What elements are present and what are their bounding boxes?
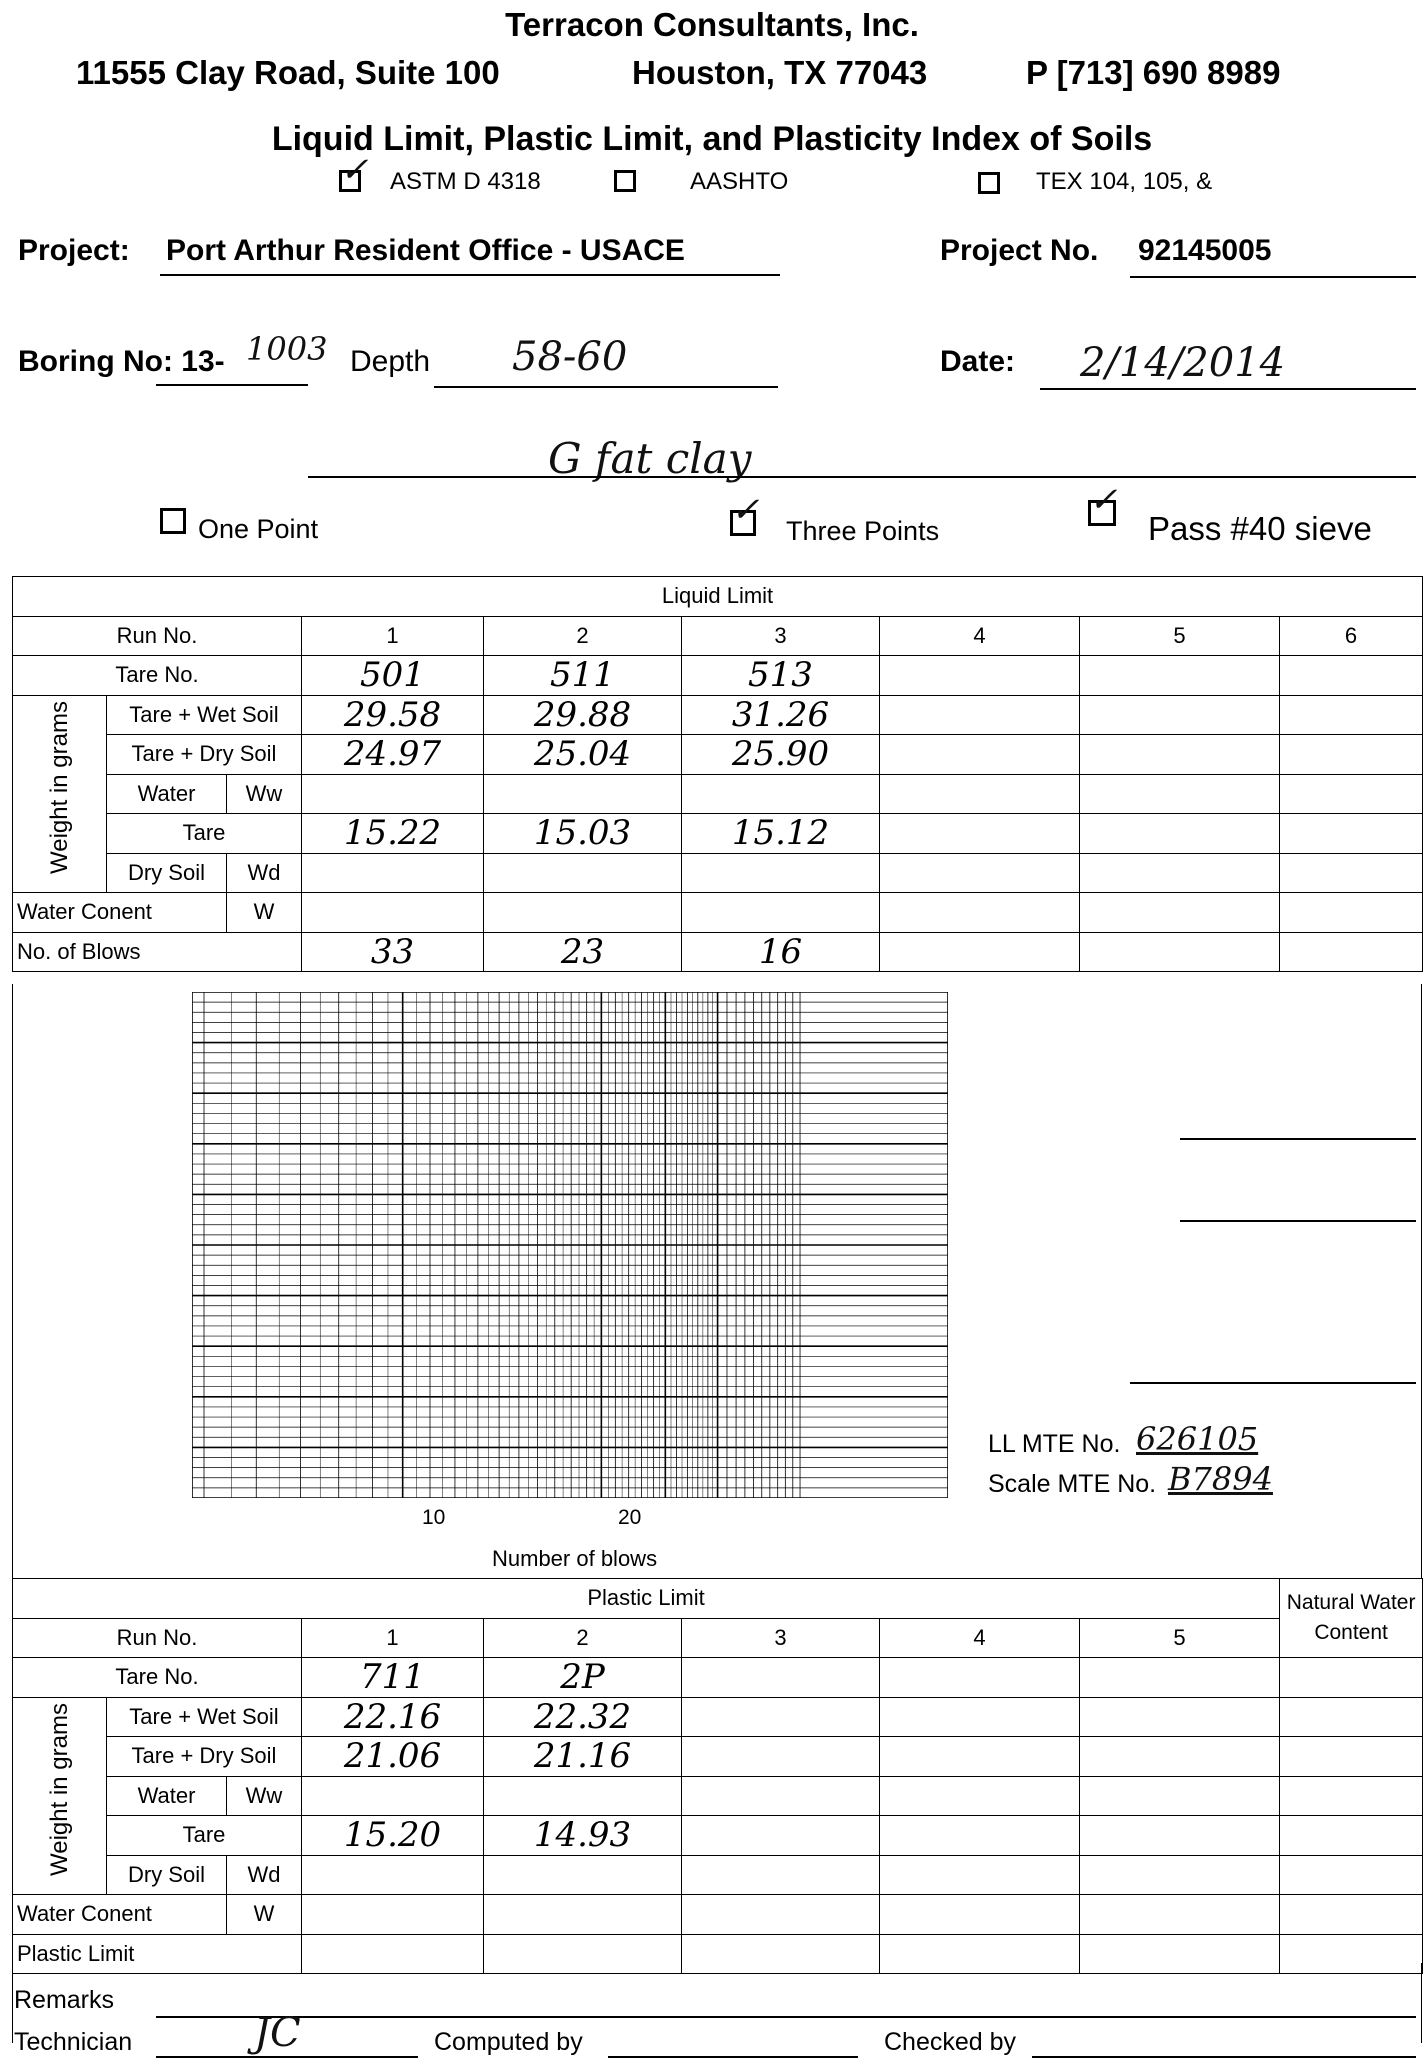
ll-tare-cell[interactable]: 15.22 [302, 814, 484, 854]
ll-wet-cell[interactable]: 29.88 [484, 695, 682, 735]
ll-blows-cell[interactable]: 23 [484, 932, 682, 972]
ll-run-3: 3 [682, 616, 880, 656]
pl-wet-cell[interactable] [880, 1697, 1080, 1737]
pl-natural-cell[interactable] [1280, 1658, 1423, 1698]
description-line [308, 476, 1416, 478]
ll-wet-cell[interactable]: 29.58 [302, 695, 484, 735]
pl-drysoil-cell[interactable] [484, 1855, 682, 1895]
pl-tare-cell[interactable]: 14.93 [484, 1816, 682, 1856]
ll-blows-label: No. of Blows [13, 932, 302, 972]
remarks-line [156, 2016, 1416, 2018]
pl-wc-cell[interactable] [682, 1895, 880, 1935]
ll-water-cell[interactable] [1280, 774, 1423, 814]
ll-dry-cell[interactable]: 25.04 [484, 735, 682, 775]
ll-drysoil-cell[interactable] [1280, 853, 1423, 893]
pl-wet-cell[interactable]: 22.32 [484, 1697, 682, 1737]
ll-run-label: Run No. [13, 616, 302, 656]
pl-natural-cell[interactable] [1280, 1816, 1423, 1856]
footer-box [12, 1963, 1422, 2043]
date-line [1040, 388, 1416, 390]
liquid-limit-table [12, 576, 1423, 972]
pl-tare-cell[interactable] [682, 1816, 880, 1856]
ll-tare-no-cell[interactable]: 501 [302, 656, 484, 696]
technician-value: JC [254, 2010, 301, 2056]
pl-drysoil-cell[interactable] [302, 1855, 484, 1895]
ll-drysoil-label: Dry Soil [107, 853, 227, 893]
ll-run-4: 4 [880, 616, 1080, 656]
pl-natural-label: Natural Water Content [1280, 1579, 1423, 1658]
ll-drysoil-cell[interactable] [880, 853, 1080, 893]
ll-wc-cell[interactable] [1280, 893, 1423, 933]
ll-dry-cell[interactable] [1280, 735, 1423, 775]
ll-tare-cell[interactable] [880, 814, 1080, 854]
ll-wet-cell[interactable]: 31.26 [682, 695, 880, 735]
pl-tare-no-cell[interactable] [880, 1658, 1080, 1698]
pl-water-cell[interactable] [880, 1776, 1080, 1816]
one-point-checkbox[interactable] [160, 508, 186, 534]
ll-run-2: 2 [484, 616, 682, 656]
pl-natural-cell[interactable] [1280, 1855, 1423, 1895]
ll-blows-cell[interactable] [1280, 932, 1423, 972]
ll-drysoil-cell[interactable] [1080, 853, 1280, 893]
form-title: Liquid Limit, Plastic Limit, and Plasticity Index of Soils [271, 120, 1153, 158]
pass40-checkbox[interactable] [1088, 480, 1118, 526]
scale-mte-label: Scale MTE No. [988, 1470, 1157, 1498]
ll-wc-cell[interactable] [682, 893, 880, 933]
one-point-label: One Point [198, 514, 319, 544]
depth-line [434, 386, 778, 388]
pl-title: Plastic Limit [13, 1579, 1280, 1619]
pl-natural-cell[interactable] [1280, 1895, 1423, 1935]
ll-run-6: 6 [1280, 616, 1423, 656]
project-name: Port Arthur Resident Office - USACE [166, 234, 685, 267]
pl-wc-label: Water Conent [13, 1895, 227, 1935]
flow-curve-grid [192, 992, 948, 1498]
company-phone: P [713] 690 8989 [1026, 54, 1281, 91]
pl-run-5: 5 [1080, 1618, 1280, 1658]
ll-dry-cell[interactable] [880, 735, 1080, 775]
check-mark-icon: ✓ [340, 150, 369, 190]
pl-tare-cell[interactable] [1080, 1816, 1280, 1856]
ll-tare-cell[interactable] [1280, 814, 1423, 854]
pl-natural-cell[interactable] [1280, 1737, 1423, 1777]
tick-10: 10 [422, 1506, 446, 1529]
ll-water-cell[interactable] [1080, 774, 1280, 814]
ll-water-cell[interactable] [302, 774, 484, 814]
ll-tare-cell[interactable] [1080, 814, 1280, 854]
pl-run-label: Run No. [13, 1618, 302, 1658]
remarks-label: Remarks [14, 1986, 115, 2014]
tick-20: 20 [618, 1506, 642, 1529]
pl-wc-cell[interactable] [880, 1895, 1080, 1935]
pl-drysoil-cell[interactable] [682, 1855, 880, 1895]
pl-water-label: Water [107, 1776, 227, 1816]
ll-wet-cell[interactable] [1280, 695, 1423, 735]
pl-drysoil-label: Dry Soil [107, 1855, 227, 1895]
pl-run-2: 2 [484, 1618, 682, 1658]
project-no: 92145005 [1138, 234, 1272, 267]
company-city: Houston, TX 77043 [632, 54, 928, 91]
ll-wc-sym: W [227, 893, 302, 933]
ll-wc-cell[interactable] [1080, 893, 1280, 933]
pl-wc-cell[interactable] [484, 1895, 682, 1935]
pl-dry-cell[interactable]: 21.06 [302, 1737, 484, 1777]
tex-checkbox[interactable] [978, 172, 1000, 194]
ll-tare-no-cell[interactable]: 513 [682, 656, 880, 696]
company-address: 11555 Clay Road, Suite 100 [76, 54, 500, 91]
pl-tare-no-cell[interactable]: 711 [302, 1658, 484, 1698]
astm-label: ASTM D 4318 [390, 168, 541, 195]
ll-water-cell[interactable] [682, 774, 880, 814]
depth-label: Depth [350, 345, 431, 378]
ll-run-5: 5 [1080, 616, 1280, 656]
technician-line [156, 2056, 418, 2058]
graph-xlabel: Number of blows [492, 1546, 658, 1571]
astm-checkbox[interactable] [339, 150, 369, 192]
result-line-2 [1180, 1220, 1416, 1222]
ll-water-cell[interactable] [880, 774, 1080, 814]
scale-mte-value: B7894 [1168, 1460, 1273, 1498]
project-no-line [1130, 276, 1416, 278]
pl-tare-no-cell[interactable] [682, 1658, 880, 1698]
pl-tare-no-cell[interactable] [1080, 1658, 1280, 1698]
pl-wet-cell[interactable] [682, 1697, 880, 1737]
ll-wc-cell[interactable] [302, 893, 484, 933]
boring-label: Boring No: 13- [18, 345, 225, 378]
pl-dry-cell[interactable] [880, 1737, 1080, 1777]
depth-value: 58-60 [512, 334, 628, 380]
pl-drysoil-sym: Wd [227, 1855, 302, 1895]
ll-dry-label: Tare + Dry Soil [107, 735, 302, 775]
pl-dry-cell[interactable] [1080, 1737, 1280, 1777]
technician-label: Technician [14, 2028, 133, 2056]
date-label: Date: [940, 345, 1016, 378]
ll-tare-no-cell[interactable] [1080, 656, 1280, 696]
aashto-checkbox[interactable] [614, 170, 636, 192]
ll-blows-cell[interactable]: 33 [302, 932, 484, 972]
ll-dry-cell[interactable]: 25.90 [682, 735, 880, 775]
checked-line [1032, 2056, 1416, 2058]
ll-mte-label: LL MTE No. [988, 1430, 1121, 1458]
pl-water-cell[interactable] [682, 1776, 880, 1816]
soil-description: G fat clay [548, 434, 752, 483]
pl-tare-cell[interactable] [880, 1816, 1080, 1856]
computed-label: Computed by [434, 2028, 583, 2056]
ll-blows-cell[interactable]: 16 [682, 932, 880, 972]
pl-drysoil-cell[interactable] [1080, 1855, 1280, 1895]
pl-water-cell[interactable] [1080, 1776, 1280, 1816]
ll-wet-label: Tare + Wet Soil [107, 695, 302, 735]
pl-run-1: 1 [302, 1618, 484, 1658]
result-line-3 [1130, 1382, 1416, 1384]
ll-wc-cell[interactable] [484, 893, 682, 933]
ll-water-sym: Ww [227, 774, 302, 814]
pl-tare-label: Tare [107, 1816, 302, 1856]
pl-run-3: 3 [682, 1618, 880, 1658]
ll-wet-cell[interactable] [880, 695, 1080, 735]
ll-run-1: 1 [302, 616, 484, 656]
pl-weight-label-cell [13, 1697, 107, 1895]
pl-drysoil-cell[interactable] [880, 1855, 1080, 1895]
boring-line [156, 384, 308, 386]
ll-title: Liquid Limit [13, 577, 1423, 617]
ll-drysoil-cell[interactable] [484, 853, 682, 893]
computed-line [608, 2056, 858, 2058]
pl-run-4: 4 [880, 1618, 1080, 1658]
ll-wet-cell[interactable] [1080, 695, 1280, 735]
pl-wet-cell[interactable] [1080, 1697, 1280, 1737]
pl-weight-label: Weight in grams [45, 1702, 73, 1876]
pl-natural-cell[interactable] [1280, 1697, 1423, 1737]
ll-tare-no-cell[interactable] [1280, 656, 1423, 696]
boring-no: 1003 [246, 330, 328, 368]
ll-weight-label-cell [13, 695, 107, 893]
pl-dry-label: Tare + Dry Soil [107, 1737, 302, 1777]
ll-tare-no-cell[interactable] [880, 656, 1080, 696]
pl-dry-cell[interactable]: 21.16 [484, 1737, 682, 1777]
project-name-line [160, 274, 780, 276]
pl-natural-cell[interactable] [1280, 1776, 1423, 1816]
pl-water-cell[interactable] [484, 1776, 682, 1816]
ll-tare-no-cell[interactable]: 511 [484, 656, 682, 696]
pl-tare-no-cell[interactable]: 2P [484, 1658, 682, 1698]
ll-blows-cell[interactable] [1080, 932, 1280, 972]
plastic-limit-table [12, 1578, 1423, 1974]
ll-wc-cell[interactable] [880, 893, 1080, 933]
ll-blows-cell[interactable] [880, 932, 1080, 972]
pl-water-cell[interactable] [302, 1776, 484, 1816]
pl-wc-cell[interactable] [1080, 1895, 1280, 1935]
ll-water-cell[interactable] [484, 774, 682, 814]
date-value: 2/14/2014 [1080, 340, 1286, 386]
ll-drysoil-cell[interactable] [682, 853, 880, 893]
three-points-checkbox[interactable] [730, 490, 760, 536]
ll-water-label: Water [107, 774, 227, 814]
ll-mte-value: 626105 [1136, 1420, 1259, 1458]
ll-tare-cell[interactable]: 15.12 [682, 814, 880, 854]
aashto-label: AASHTO [690, 168, 789, 195]
pl-wc-sym: W [227, 1895, 302, 1935]
result-line-1 [1180, 1138, 1416, 1140]
ll-wc-label: Water Conent [13, 893, 227, 933]
pl-wc-cell[interactable] [302, 1895, 484, 1935]
ll-tare-cell[interactable]: 15.03 [484, 814, 682, 854]
ll-drysoil-cell[interactable] [302, 853, 484, 893]
check-mark-icon: ✓ [731, 490, 760, 530]
check-mark-icon: ✓ [1089, 480, 1118, 520]
project-label: Project: [18, 234, 130, 267]
ll-tare-label: Tare [107, 814, 302, 854]
pass40-label: Pass #40 sieve [1148, 510, 1372, 547]
pl-tare-cell[interactable]: 15.20 [302, 1816, 484, 1856]
pl-wet-label: Tare + Wet Soil [107, 1697, 302, 1737]
pl-dry-cell[interactable] [682, 1737, 880, 1777]
three-points-label: Three Points [786, 516, 940, 546]
checked-label: Checked by [884, 2028, 1017, 2056]
ll-weight-label: Weight in grams [45, 700, 73, 874]
ll-dry-cell[interactable]: 24.97 [302, 735, 484, 775]
tex-label: TEX 104, 105, & [1036, 168, 1213, 195]
ll-dry-cell[interactable] [1080, 735, 1280, 775]
pl-wet-cell[interactable]: 22.16 [302, 1697, 484, 1737]
ll-drysoil-sym: Wd [227, 853, 302, 893]
company-name: Terracon Consultants, Inc. [505, 6, 919, 43]
pl-water-sym: Ww [227, 1776, 302, 1816]
project-no-label: Project No. [940, 234, 1099, 267]
pl-tare-no-label: Tare No. [13, 1658, 302, 1698]
ll-tare-no-label: Tare No. [13, 656, 302, 696]
pl-pl-label: Plastic Limit [13, 1934, 302, 1974]
